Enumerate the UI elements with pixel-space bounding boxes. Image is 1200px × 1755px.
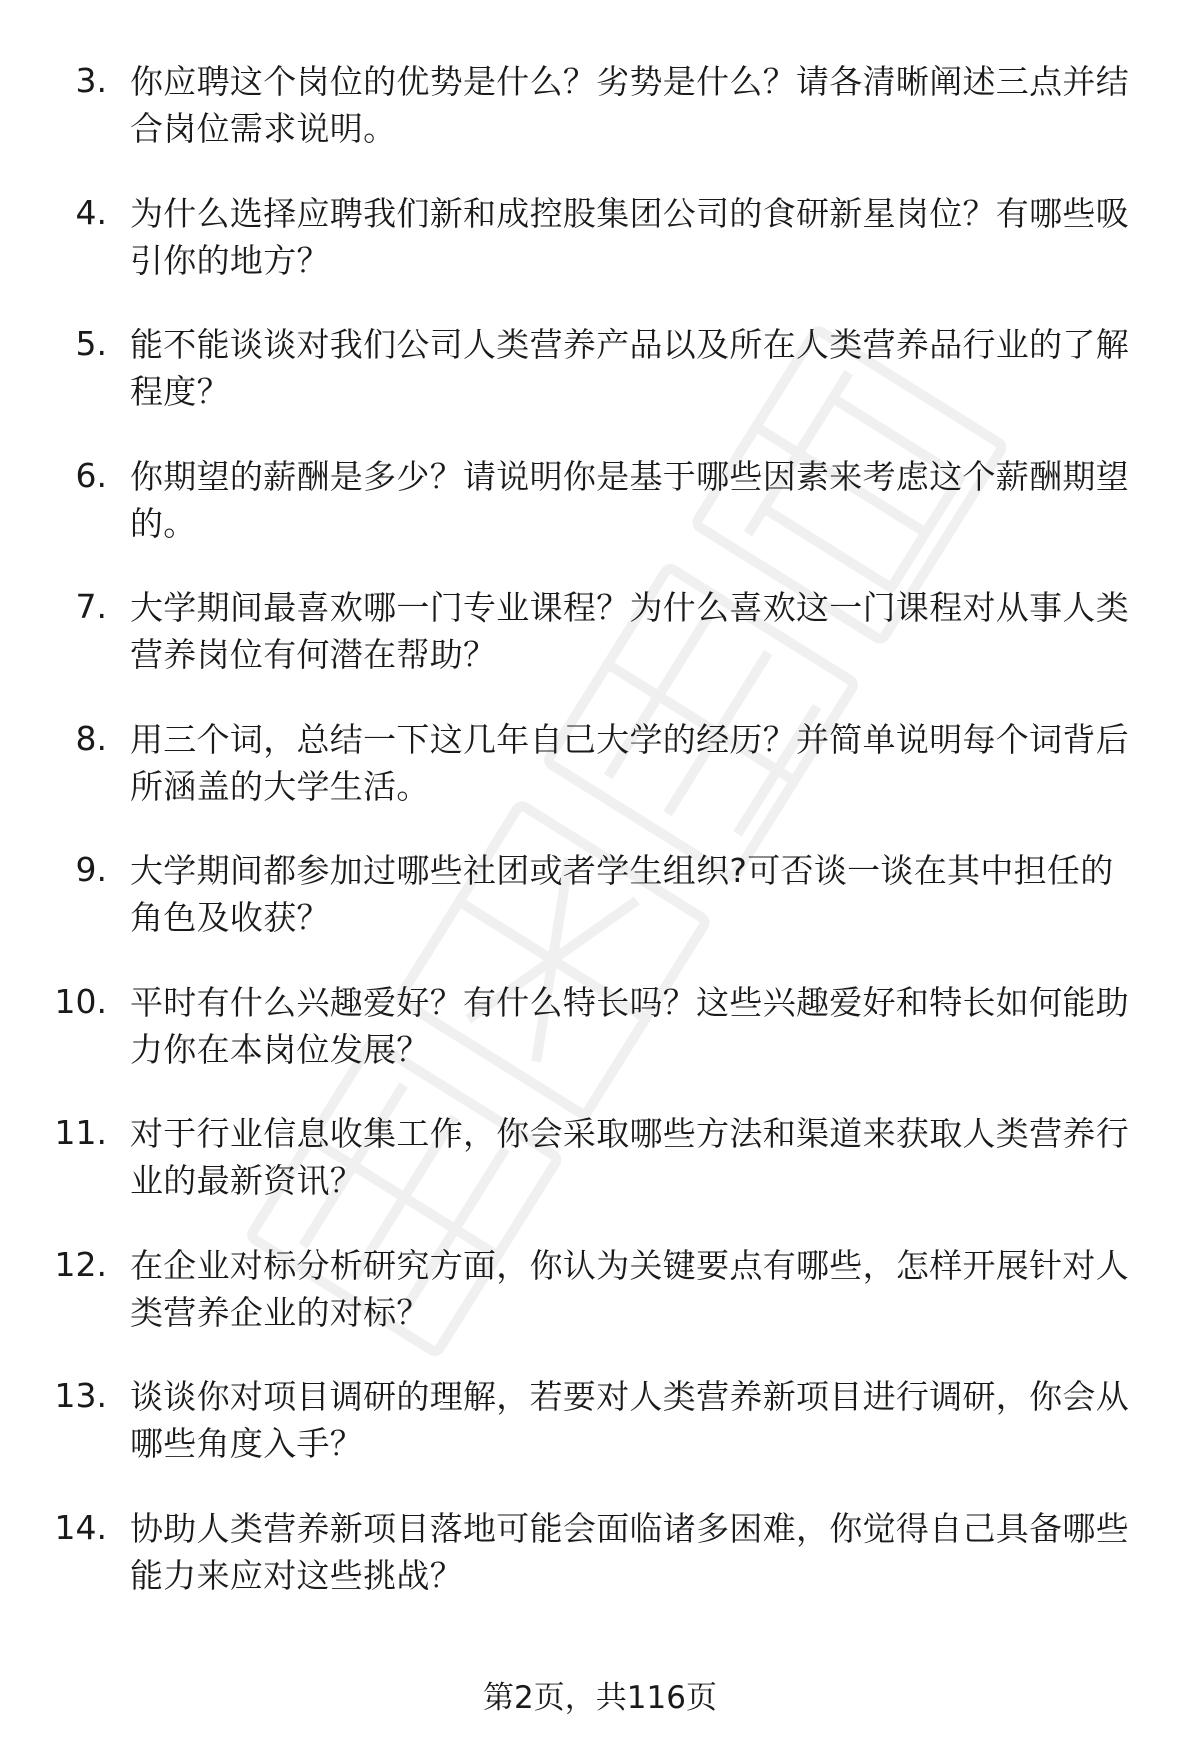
question-item [0, 52, 1200, 184]
question-number: 5. [75, 324, 107, 363]
question-list [0, 52, 1200, 1630]
question-text: 大学期间都参加过哪些社团或者学生组织?可否谈一谈在其中担任的角色及收获？ [130, 851, 1114, 937]
question-item [0, 1104, 1200, 1236]
question-text: 在企业对标分析研究方面，你认为关键要点有哪些，怎样开展针对人类营养企业的对标？ [130, 1245, 1129, 1332]
question-text: 用三个词，总结一下这几年自己大学的经历？并简单说明每个词背后所涵盖的大学生活。 [130, 719, 1129, 806]
question-number: 11. [54, 1113, 107, 1152]
question-item [0, 315, 1200, 447]
question-number: 7. [75, 587, 107, 626]
question-text: 协助人类营养新项目落地可能会面临诸多困难，你觉得自己具备哪些能力来应对这些挑战？ [130, 1508, 1129, 1595]
question-number: 6. [75, 455, 107, 495]
question-item [0, 578, 1200, 710]
question-number: 12. [54, 1244, 107, 1284]
question-number: 10. [54, 981, 107, 1021]
question-item [0, 1367, 1200, 1499]
question-item [0, 184, 1200, 316]
question-number: 9. [75, 850, 107, 889]
question-text: 谈谈你对项目调研的理解，若要对人类营养新项目进行调研，你会从哪些角度入手？ [130, 1377, 1129, 1463]
question-text: 大学期间最喜欢哪一门专业课程？为什么喜欢这一门课程对从事人类营养岗位有何潜在帮助？ [130, 588, 1129, 674]
question-text: 平时有什么兴趣爱好？有什么特长吗？这些兴趣爱好和特长如何能助力你在本岗位发展？ [130, 982, 1129, 1069]
question-item [0, 447, 1200, 579]
question-item [0, 973, 1200, 1105]
question-number: 14. [54, 1507, 107, 1547]
question-text: 为什么选择应聘我们新和成控股集团公司的食研新星岗位？有哪些吸引你的地方？ [130, 193, 1129, 280]
page-number-footer: 第2页，共116页 [483, 1680, 717, 1716]
question-text: 能不能谈谈对我们公司人类营养产品以及所在人类营养品行业的了解程度？ [130, 325, 1129, 411]
question-number: 13. [54, 1376, 107, 1415]
question-item [0, 710, 1200, 842]
question-number: 8. [75, 718, 107, 758]
question-text: 对于行业信息收集工作，你会采取哪些方法和渠道来获取人类营养行业的最新资讯？ [130, 1114, 1129, 1200]
question-number: 4. [75, 192, 107, 232]
question-item [0, 1236, 1200, 1368]
question-text: 你期望的薪酬是多少？请说明你是基于哪些因素来考虑这个薪酬期望的。 [130, 456, 1129, 543]
question-text: 你应聘这个岗位的优势是什么？劣势是什么？请各清晰阐述三点并结合岗位需求说明。 [130, 62, 1129, 148]
question-number: 3. [75, 61, 107, 100]
question-item [0, 841, 1200, 973]
question-item [0, 1499, 1200, 1631]
